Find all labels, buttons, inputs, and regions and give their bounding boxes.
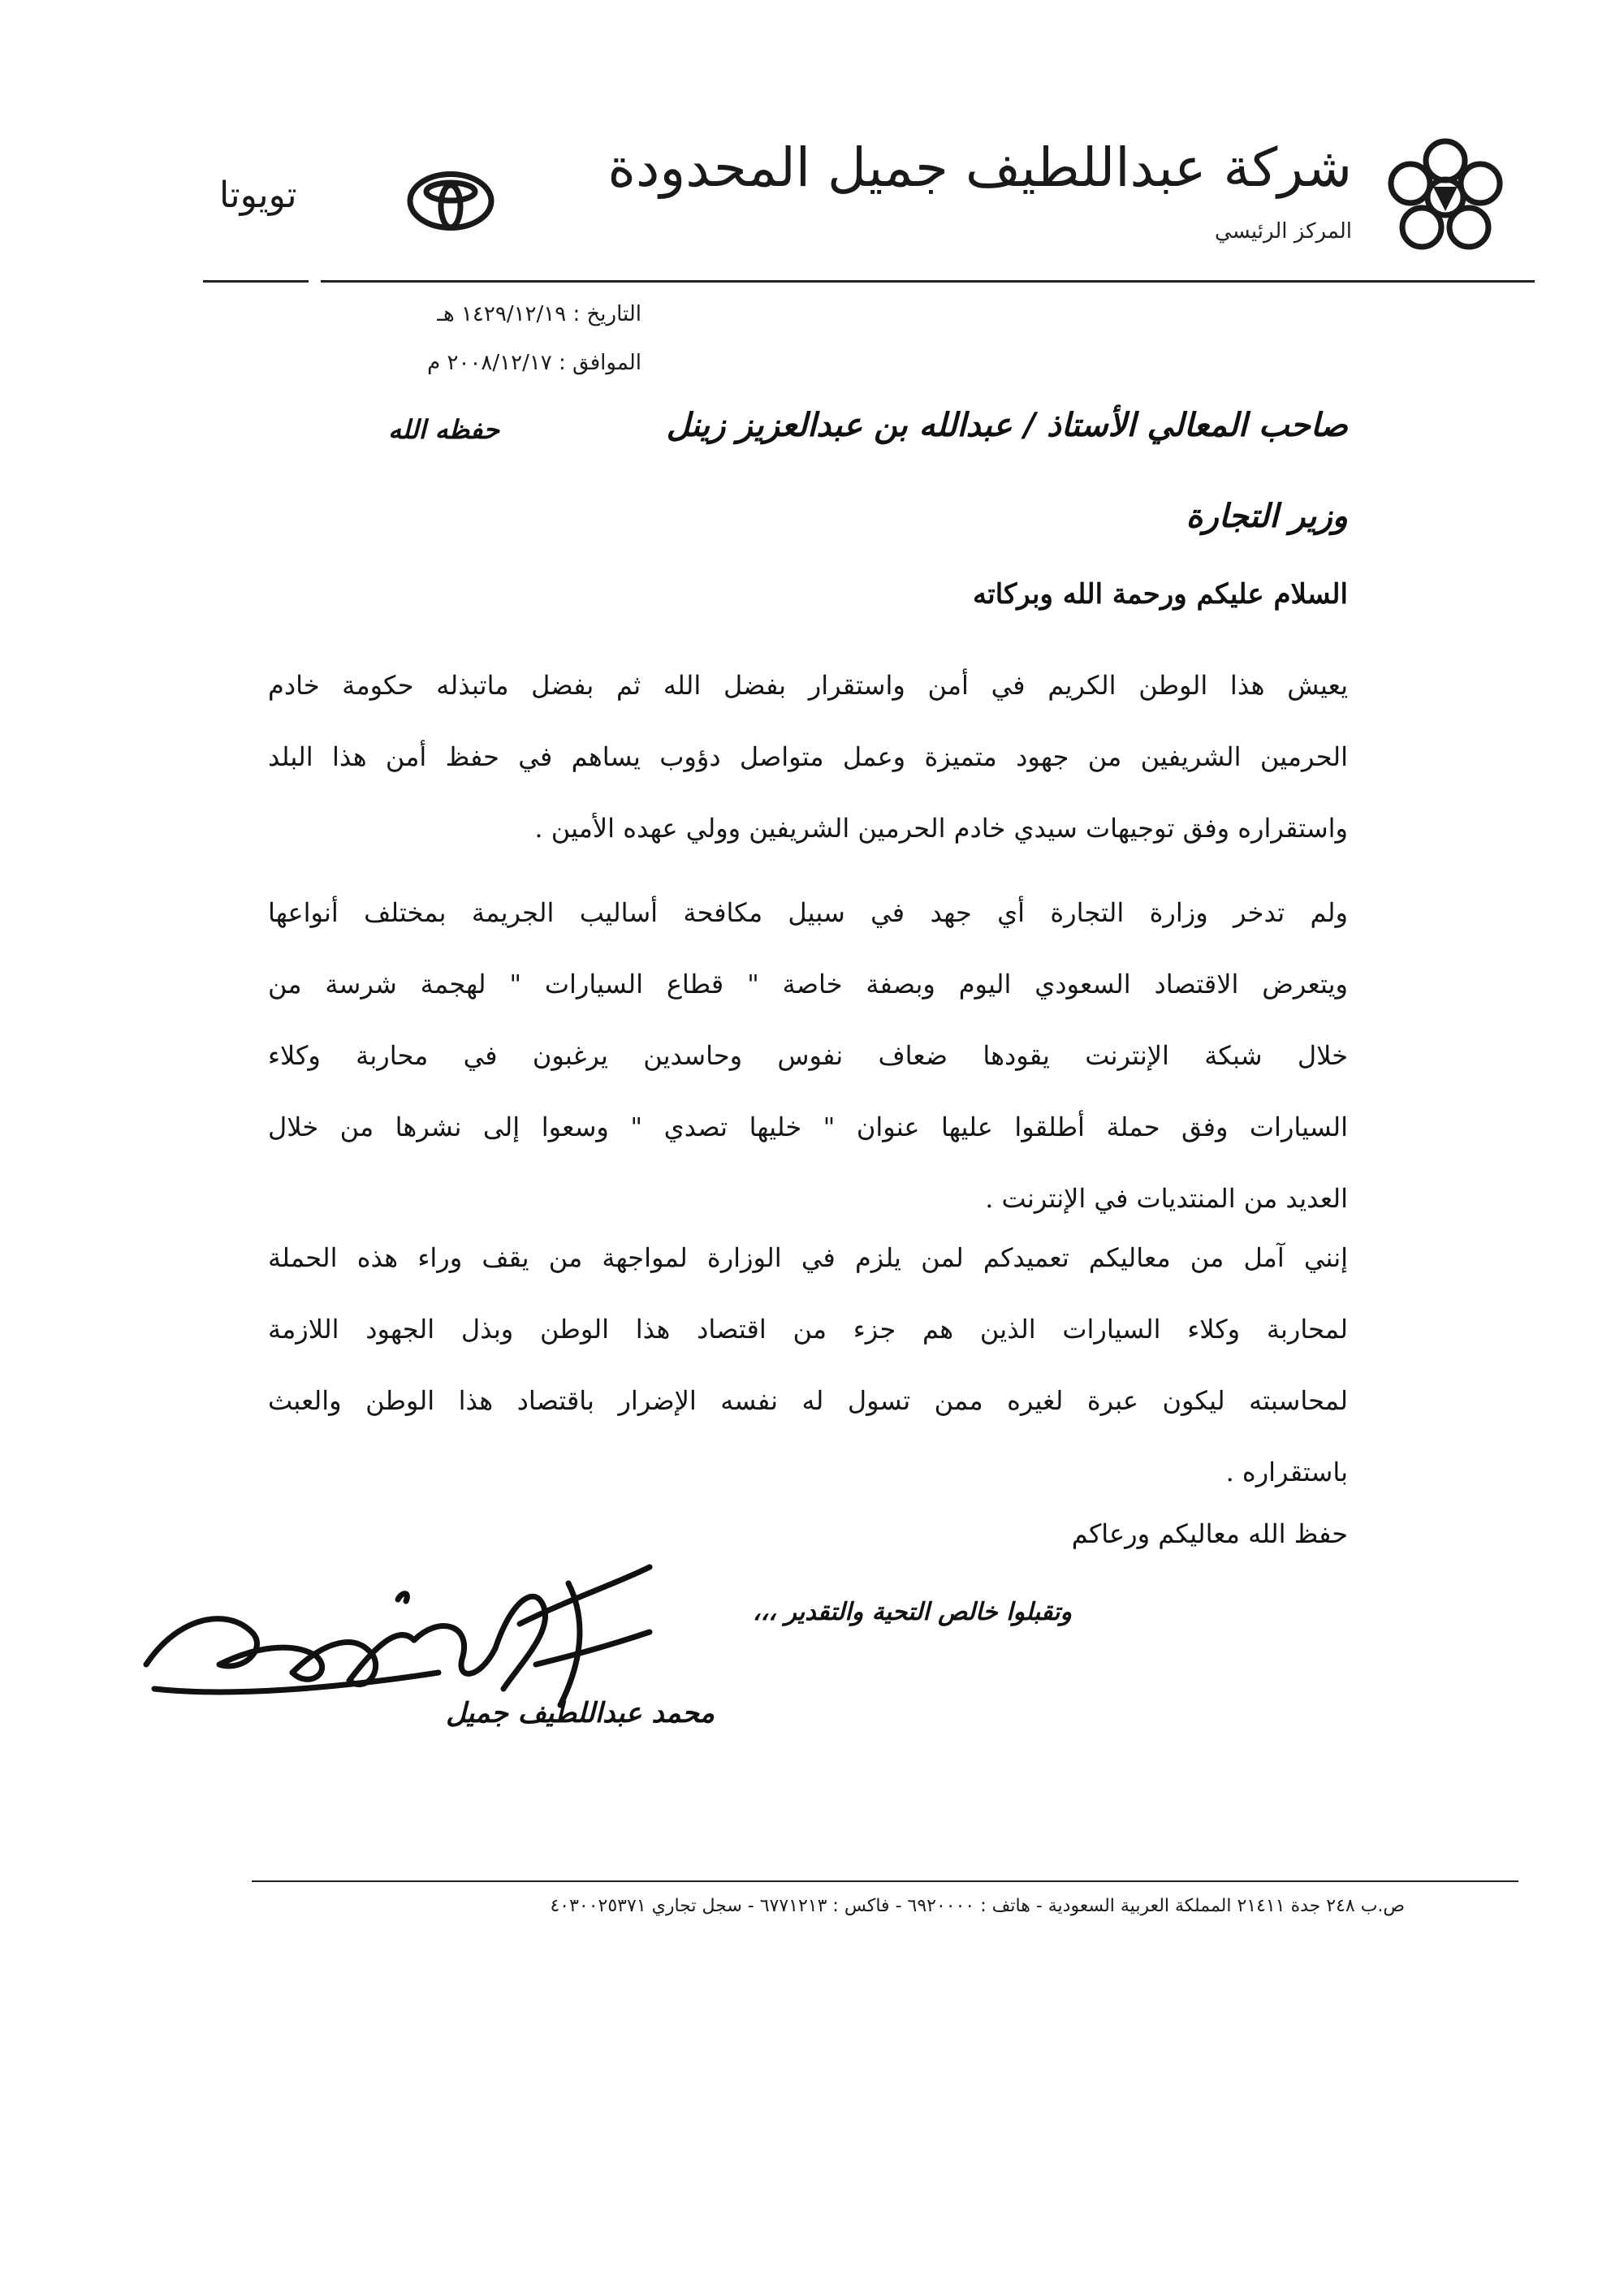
hijri-date: التاريخ : ١٤٢٩/١٢/١٩ هـ <box>437 302 641 326</box>
footer-contact: ص.ب ٢٤٨ جدة ٢١٤١١ المملكة العربية السعودية - هاتف : ٦٩٢٠٠٠٠ - فاكس : ٦٧٧١٢١٣ - سجل تجاري ٤٠٣٠٠٢٥٣٧١ <box>550 1896 1405 1916</box>
paragraph-line: لمحاربة وكلاء السيارات الذين هم جزء من اقتصاد هذا الوطن وبذل الجهود اللازمة <box>268 1314 1348 1345</box>
paragraph-line: يعيش هذا الوطن الكريم في أمن واستقرار بفضل الله ثم بفضل ماتبذله حكومة خادم <box>268 670 1348 701</box>
recipient-line: صاحب المعالي الأستاذ / عبدالله بن عبدالعزيز زينل <box>666 406 1348 444</box>
regards-line: وتقبلوا خالص التحية والتقدير ،،، <box>752 1598 1072 1626</box>
paragraph-line: ولم تدخر وزارة التجارة أي جهد في سبيل مكافحة أساليب الجريمة بمختلف أنواعها <box>268 897 1348 928</box>
company-emblem-icon <box>1384 136 1506 258</box>
paragraph-line: واستقراره وفق توجيهات سيدي خادم الحرمين الشريفين وولي عهده الأمين . <box>534 813 1348 844</box>
company-name: شركة عبداللطيف جميل المحدودة <box>607 136 1352 199</box>
gregorian-date: الموافق : ٢٠٠٨/١٢/١٧ م <box>427 351 641 375</box>
paragraph-line: باستقراره . <box>1225 1457 1348 1487</box>
paragraph-line: ويتعرض الاقتصاد السعودي اليوم وبصفة خاصة " قطاع السيارات " لهجمة شرسة من <box>268 969 1348 999</box>
recipient-title: وزير التجارة <box>1186 497 1348 535</box>
paragraph-line: إنني آمل من معاليكم تعميدكم لمن يلزم في الوزارة لمواجهة من يقف وراء هذه الحملة <box>268 1242 1349 1273</box>
paragraph-line: العديد من المنتديات في الإنترنت . <box>985 1183 1348 1214</box>
header-divider-left <box>203 280 309 283</box>
body-paragraph-2 <box>268 877 1348 1234</box>
body-paragraph-3 <box>268 1222 1348 1508</box>
closing-line: حفظ الله معاليكم ورعاكم <box>1071 1518 1348 1549</box>
header-divider <box>321 280 1535 283</box>
signer-name: محمد عبداللطيف جميل <box>446 1697 715 1729</box>
paragraph-line: السيارات وفق حملة أطلقوا عليها عنوان " خليها تصدي " وسعوا إلى نشرها من خلال <box>268 1112 1348 1142</box>
brand-name: تويوتا <box>219 175 297 216</box>
paragraph-line: خلال شبكة الإنترنت يقودها ضعاف نفوس وحاسدين يرغبون في محاربة وكلاء <box>268 1040 1348 1071</box>
greeting: السلام عليكم ورحمة الله وبركاته <box>973 578 1348 611</box>
body-paragraph-1 <box>268 650 1348 864</box>
footer-divider <box>252 1880 1518 1882</box>
recipient-honorific: حفظه الله <box>388 414 499 445</box>
paragraph-line: لمحاسبته ليكون عبرة لغيره ممن تسول له نفسه الإضرار باقتصاد هذا الوطن والعبث <box>268 1385 1348 1416</box>
toyota-emblem-icon <box>406 171 495 231</box>
paragraph-line: الحرمين الشريفين من جهود متميزة وعمل متواصل دؤوب يساهم في حفظ أمن هذا البلد <box>268 741 1348 772</box>
company-subtitle: المركز الرئيسي <box>1215 219 1352 244</box>
